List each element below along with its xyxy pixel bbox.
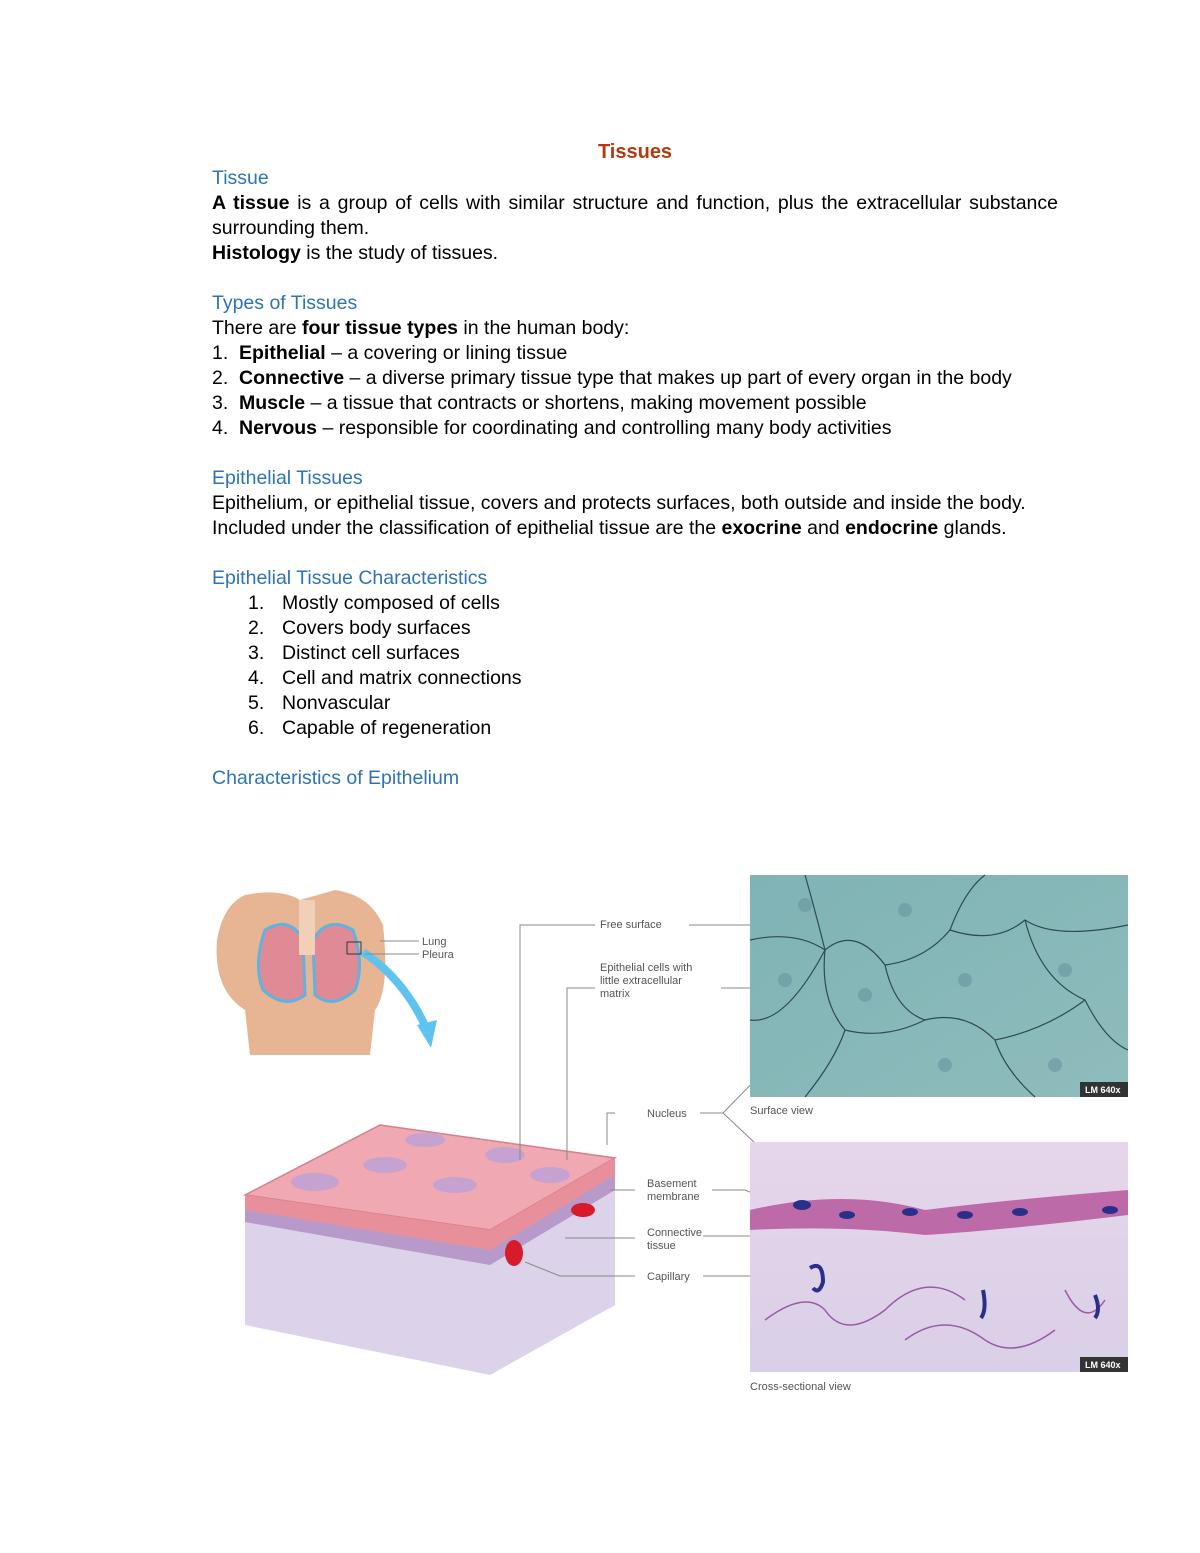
label-nucleus: Nucleus xyxy=(647,1108,687,1120)
list-item: 3. Muscle – a tissue that contracts or shortens, making movement possible xyxy=(212,392,867,414)
epithelium-figure xyxy=(205,870,1135,1400)
label-connective-1: Connective xyxy=(647,1227,703,1239)
epithelial-paragraph-2: Included under the classification of epithelial tissue are the exocrine and endocrine glands. xyxy=(212,517,1007,539)
histology-definition-text: is the study of tissues. xyxy=(300,242,499,264)
list-item: 1. Epithelial – a covering or lining tissue xyxy=(212,342,568,364)
label-lung: Lung xyxy=(422,936,447,948)
section-heading-tissue: Tissue xyxy=(212,167,269,189)
list-item: 5. Nonvascular xyxy=(248,692,391,714)
page-title: Tissues xyxy=(597,141,673,163)
section-heading-characteristics: Epithelial Tissue Characteristics xyxy=(212,567,488,589)
label-free-surface: Free surface xyxy=(600,919,662,931)
label-capillary: Capillary xyxy=(647,1271,690,1283)
list-item: 3. Distinct cell surfaces xyxy=(248,642,460,664)
label-epithelial-cells-2: little extracellular xyxy=(600,975,682,987)
label-basement-1: Basement xyxy=(647,1178,697,1190)
types-intro: There are four tissue types in the human body: xyxy=(212,317,630,339)
list-item: 2. Connective – a diverse primary tissue type that makes up part of every organ in the body xyxy=(212,367,1012,389)
torso-inset xyxy=(217,890,437,1055)
section-heading-epithelial: Epithelial Tissues xyxy=(212,467,363,489)
tissue-definition xyxy=(212,191,1058,241)
label-cross-sectional-view: Cross-sectional view xyxy=(750,1381,851,1393)
label-connective-2: tissue xyxy=(647,1240,676,1252)
surface-view-micrograph xyxy=(750,875,1128,1097)
section-heading-types: Types of Tissues xyxy=(212,292,358,314)
tissue-block-illustration xyxy=(245,1125,615,1375)
list-item: 6. Capable of regeneration xyxy=(248,717,492,739)
lm-badge-top: LM 640x xyxy=(1085,1085,1121,1095)
epithelium-illustration xyxy=(205,870,1135,1400)
list-item: 4. Cell and matrix connections xyxy=(248,667,522,689)
tissue-term: A tissue xyxy=(212,192,290,214)
tissue-definition-text: is a group of cells with similar structure and function, plus the extracellular substance surrounding them. xyxy=(212,192,1058,239)
lm-badge-bottom: LM 640x xyxy=(1085,1360,1121,1370)
label-surface-view: Surface view xyxy=(750,1105,813,1117)
section-heading-figure: Characteristics of Epithelium xyxy=(212,767,460,789)
histology-definition xyxy=(212,241,1058,266)
epithelial-paragraph-1: Epithelium, or epithelial tissue, covers and protects surfaces, both outside and inside the body. xyxy=(212,492,1026,514)
characteristics-list xyxy=(212,591,1058,741)
label-epithelial-cells-3: matrix xyxy=(600,988,630,1000)
list-item: 1. Mostly composed of cells xyxy=(248,592,500,614)
label-basement-2: membrane xyxy=(647,1191,700,1203)
label-epithelial-cells-1: Epithelial cells with xyxy=(600,962,693,974)
list-item: 2. Covers body surfaces xyxy=(248,617,471,639)
tissue-types-list xyxy=(212,341,1058,441)
histology-term: Histology xyxy=(212,242,301,264)
list-item: 4. Nervous – responsible for coordinating and controlling many body activities xyxy=(212,417,892,439)
cross-section-micrograph xyxy=(750,1142,1128,1372)
label-pleura: Pleura xyxy=(422,949,454,961)
document-page xyxy=(212,140,1058,791)
